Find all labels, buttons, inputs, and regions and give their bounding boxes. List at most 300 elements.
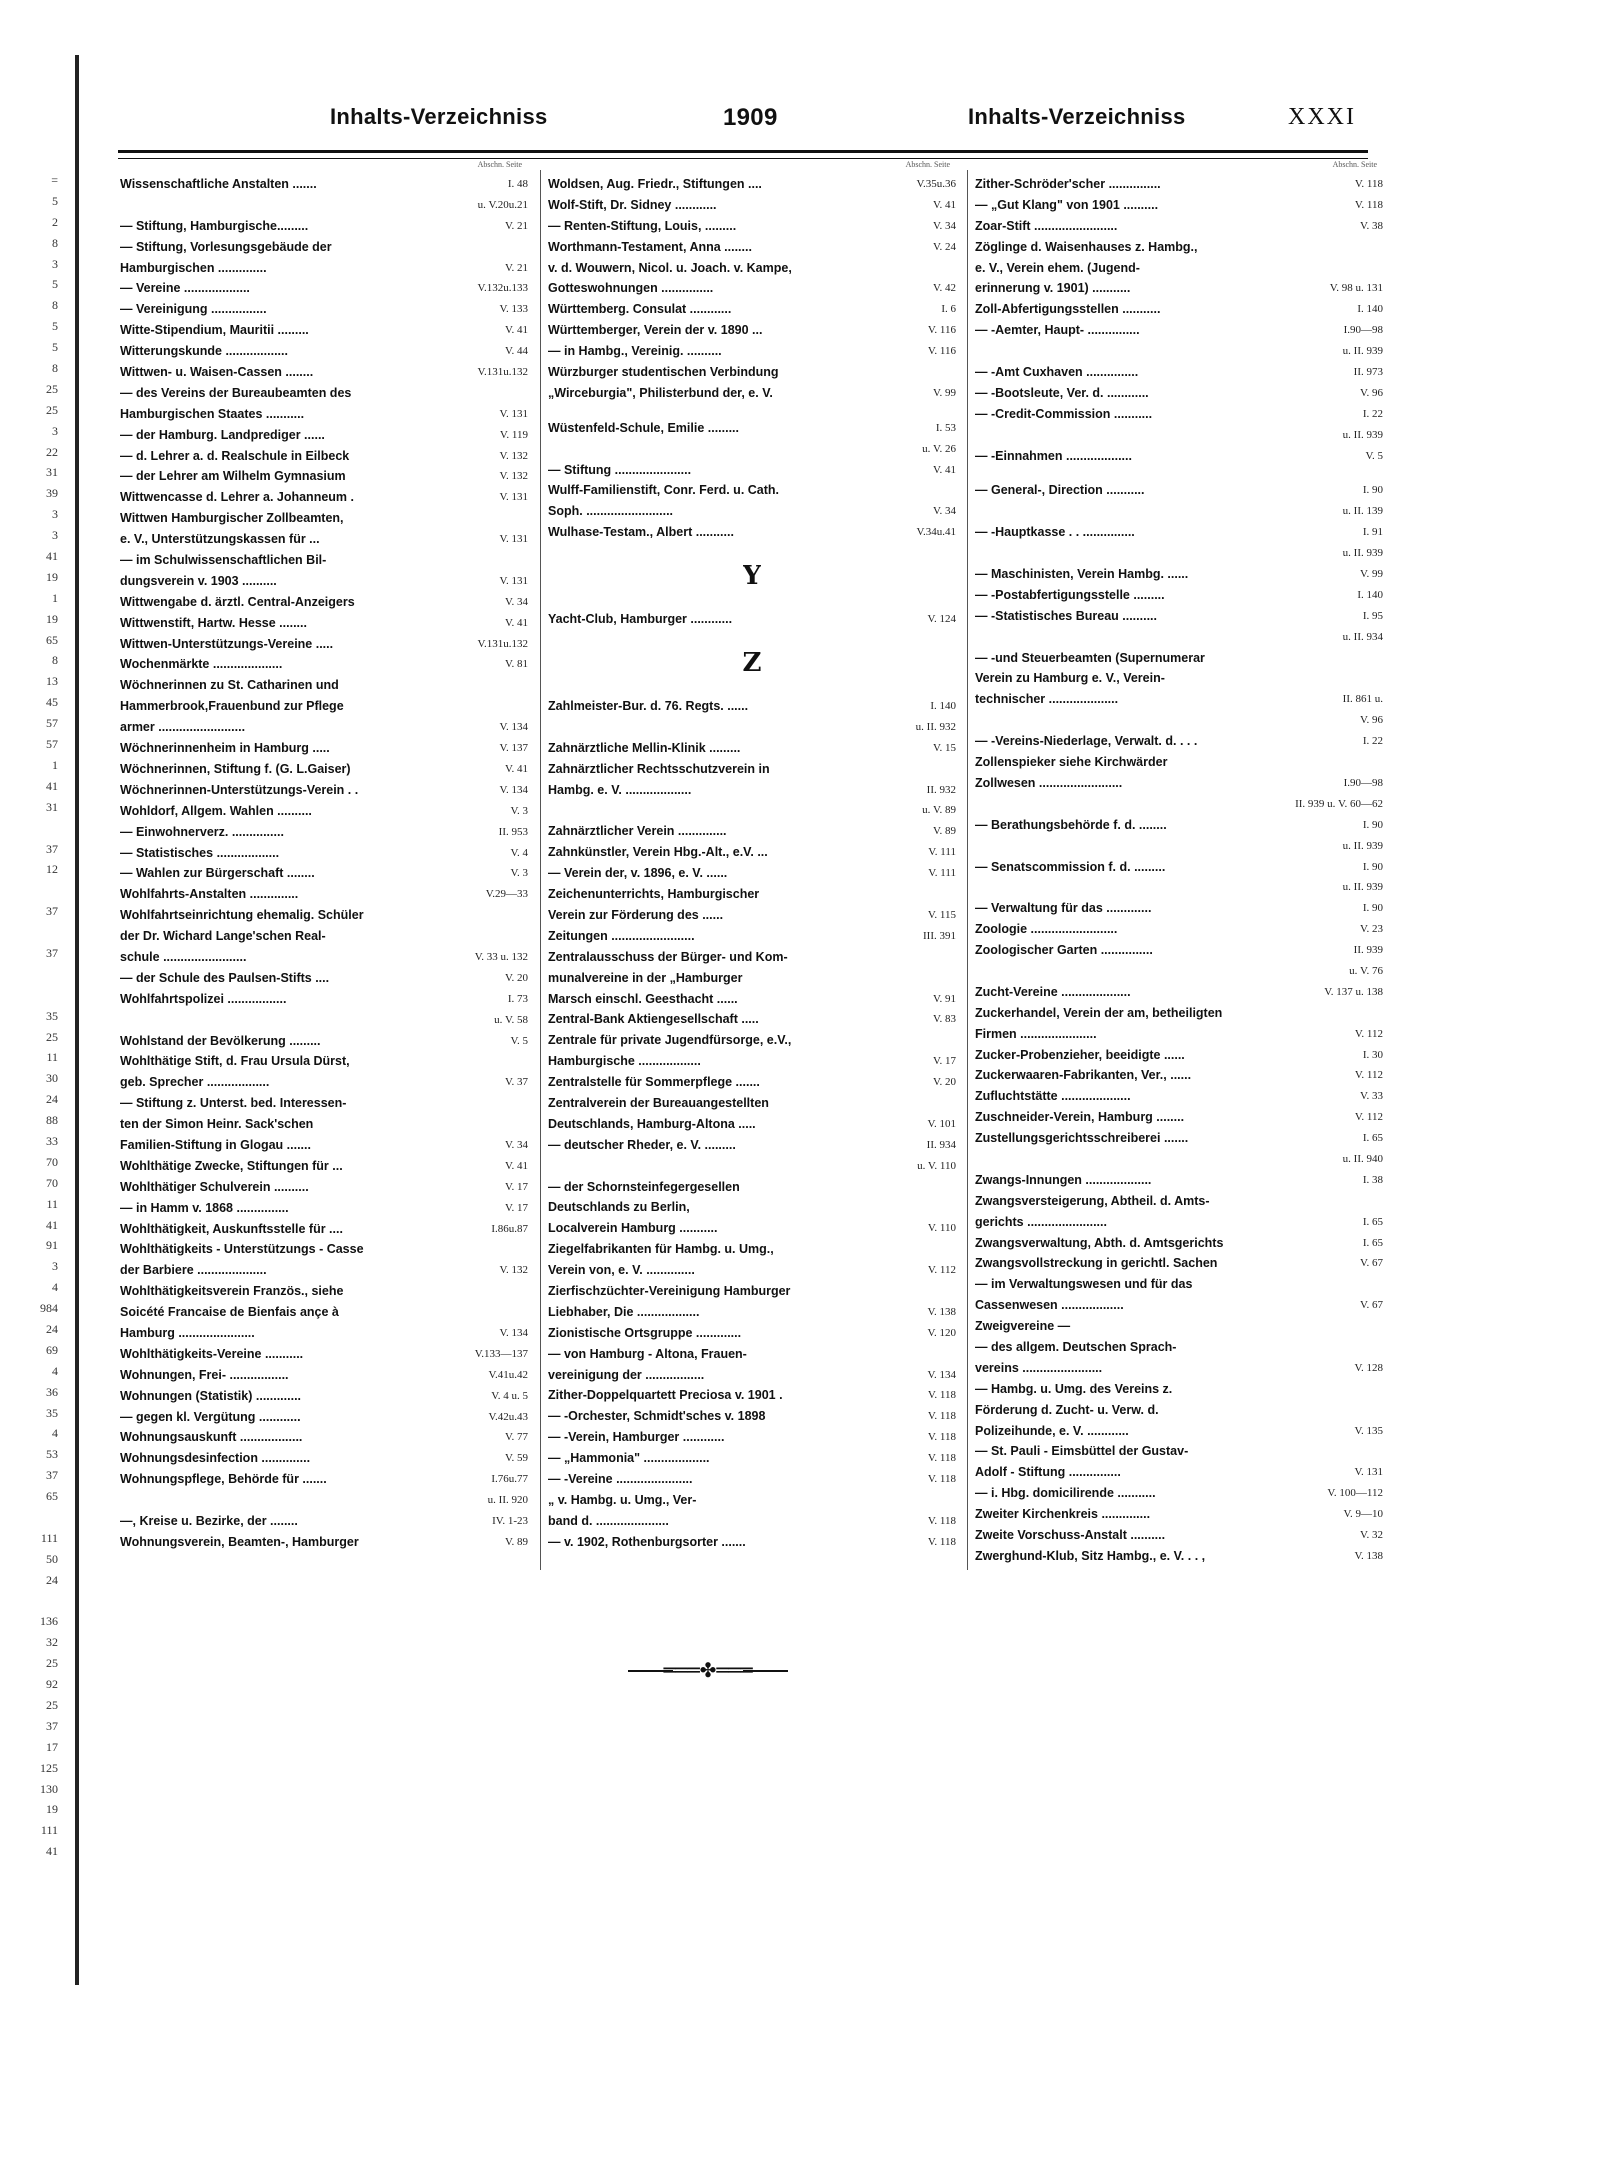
entry-name: Zwangsversteigerung, Abtheil. d. Amts- — [975, 1193, 1210, 1208]
edge-number: 37 — [46, 841, 58, 856]
edge-number: 33 — [46, 1133, 58, 1148]
entry-name — [120, 1490, 428, 1511]
edge-number: 19 — [46, 611, 58, 626]
entry-name: Hammerbrook,Frauenbund zur Pflege — [120, 699, 344, 714]
entry-name: Zwangsverwaltung, Abth. d. Amtsgerichts — [975, 1235, 1224, 1250]
entry-name: — -Postabfertigungsstelle ......... — [975, 587, 1165, 602]
index-entry — [548, 237, 956, 258]
index-entry — [120, 529, 528, 550]
entry-page-ref — [856, 759, 956, 780]
index-entry — [975, 1253, 1383, 1274]
index-entry — [975, 480, 1383, 501]
entry-page-ref: I.90—98 — [1343, 324, 1383, 337]
edge-number: 4 — [52, 1426, 58, 1441]
edge-number: 25 — [46, 1029, 58, 1044]
entry-page-ref: V. 41 — [932, 463, 956, 476]
entry-name — [975, 836, 1283, 857]
index-entry — [975, 1295, 1383, 1316]
entry-name: — Einwohnerverz. ............... — [120, 824, 284, 839]
entry-page-ref: II. 973 — [1353, 366, 1383, 379]
entry-name: Württemberger, Verein der v. 1890 ... — [548, 323, 763, 338]
entry-name: — der Hamburg. Landprediger ...... — [120, 427, 325, 442]
entry-page-ref: u. V. 76 — [1349, 964, 1383, 977]
index-entry — [975, 501, 1383, 522]
edge-number: 3 — [52, 256, 58, 271]
entry-page-ref: V. 5 — [510, 1034, 528, 1047]
entry-page-ref: V. 96 — [1359, 386, 1383, 399]
entry-page-ref: V. 37 — [504, 1076, 528, 1089]
index-entry — [548, 480, 956, 501]
index-entry — [120, 1010, 528, 1031]
index-entry — [548, 1009, 956, 1030]
index-entry — [120, 1448, 528, 1469]
entry-name: Localverein Hamburg ........... — [548, 1221, 718, 1236]
index-entry — [548, 738, 956, 759]
entry-name — [975, 627, 1283, 648]
entry-name: schule ........................ — [120, 949, 247, 964]
index-entry — [975, 940, 1383, 961]
entry-page-ref: V. 118 — [927, 1514, 956, 1527]
entry-page-ref: V. 132 — [499, 1264, 528, 1277]
index-entry — [120, 1135, 528, 1156]
entry-name — [548, 717, 856, 738]
index-entry — [120, 613, 528, 634]
index-entry — [975, 466, 1383, 480]
entry-page-ref: V. 41 — [504, 616, 528, 629]
entry-page-ref: V. 41 — [504, 324, 528, 337]
index-entry — [120, 1407, 528, 1428]
index-entry — [975, 383, 1383, 404]
index-entry — [975, 362, 1383, 383]
entry-name: — Stiftung, Hamburgische......... — [120, 218, 309, 233]
entry-page-ref: u. V. 26 — [922, 442, 956, 455]
entry-page-ref: I. 73 — [507, 992, 528, 1005]
edge-number: 35 — [46, 1405, 58, 1420]
index-entry — [548, 404, 956, 418]
index-entry — [548, 460, 956, 481]
entry-name: Y — [742, 561, 762, 592]
entry-name: Wöchnerinnen, Stiftung f. (G. L.Gaiser) — [120, 761, 351, 776]
entry-name: vereins ....................... — [975, 1360, 1103, 1375]
entry-page-ref: V. 135 — [1354, 1424, 1383, 1437]
entry-name: — -Orchester, Schmidt'sches v. 1898 — [548, 1409, 766, 1424]
entry-page-ref — [1283, 1003, 1383, 1024]
entry-page-ref: u. II. 939 — [1342, 839, 1383, 852]
entry-page-ref: V. 138 — [927, 1305, 956, 1318]
entry-page-ref: V. 134 — [927, 1368, 956, 1381]
index-entry — [975, 320, 1383, 341]
edge-number: 111 — [40, 1530, 58, 1545]
entry-page-ref — [1283, 668, 1383, 689]
entry-page-ref: V. 99 — [1359, 568, 1383, 581]
edge-number: 50 — [46, 1551, 58, 1566]
entry-page-ref: u. II. 139 — [1342, 505, 1383, 518]
entry-name: — -Vereins-Niederlage, Verwalt. d. . . . — [975, 734, 1198, 749]
entry-page-ref: V. 41 — [504, 762, 528, 775]
entry-page-ref — [1283, 237, 1383, 258]
entry-page-ref: V. 118 — [927, 1389, 956, 1402]
entry-name: Zentralstelle für Sommerpflege ....... — [548, 1075, 760, 1090]
index-entry — [975, 1212, 1383, 1233]
index-entry — [975, 522, 1383, 543]
entry-page-ref: V. 101 — [927, 1117, 956, 1130]
edge-number: 91 — [46, 1238, 58, 1253]
edge-number: 24 — [46, 1572, 58, 1587]
entry-name: Zuckerwaaren-Fabrikanten, Ver., ...... — [975, 1068, 1192, 1083]
entry-name: Firmen ...................... — [975, 1026, 1097, 1041]
entry-page-ref: V. 15 — [932, 741, 956, 754]
entry-name: Gotteswohnungen ............... — [548, 281, 714, 296]
index-entry — [548, 863, 956, 884]
entry-page-ref: V.29—33 — [485, 888, 528, 901]
entry-name: — gegen kl. Vergütung ............ — [120, 1409, 301, 1424]
entry-name: erinnerung v. 1901) ........... — [975, 281, 1131, 296]
index-entry — [548, 1072, 956, 1093]
entry-name: Wohnungsverein, Beamten-, Hamburger — [120, 1534, 359, 1549]
index-entry — [548, 1344, 956, 1365]
index-entry — [548, 1197, 956, 1218]
entry-name: Hambg. e. V. ................... — [548, 782, 692, 797]
index-entry — [548, 842, 956, 863]
entry-name: — im Verwaltungswesen und für das — [975, 1277, 1193, 1292]
entry-name: Woldsen, Aug. Friedr., Stiftungen .... — [548, 177, 762, 191]
index-entry — [120, 466, 528, 487]
index-entry — [120, 1365, 528, 1386]
entry-name: — im Schulwissenschaftlichen Bil- — [120, 553, 327, 568]
entry-page-ref — [428, 1051, 528, 1072]
index-entry — [548, 1302, 956, 1323]
entry-name: Wüstenfeld-Schule, Emilie ......... — [548, 420, 740, 435]
page-number: XXXI — [1288, 104, 1356, 130]
entry-page-ref: V. 42 — [932, 282, 956, 295]
entry-page-ref: V. 131 — [499, 533, 528, 546]
index-entry — [548, 968, 956, 989]
entry-page-ref: V. 133 — [499, 303, 528, 316]
index-entry — [975, 1149, 1383, 1170]
edge-number: 4 — [52, 1363, 58, 1378]
index-entry — [120, 1198, 528, 1219]
entry-page-ref: V. 24 — [932, 240, 956, 253]
entry-name: v. d. Wouwern, Nicol. u. Joach. v. Kampe, — [548, 260, 792, 275]
index-entry — [548, 439, 956, 460]
entry-page-ref: V. 111 — [928, 867, 956, 880]
index-entry — [548, 1093, 956, 1114]
entry-page-ref: V. 118 — [927, 1535, 956, 1548]
index-entry — [548, 1218, 956, 1239]
entry-page-ref — [856, 1030, 956, 1051]
entry-name: Wohnungsdesinfection .............. — [120, 1451, 311, 1466]
index-entry — [120, 278, 528, 299]
entry-page-ref: V. 118 — [1354, 198, 1383, 211]
entry-page-ref: u. V. 110 — [917, 1159, 956, 1172]
entry-page-ref: V.133—137 — [474, 1347, 528, 1360]
entry-name — [975, 1149, 1283, 1170]
entry-name: munalvereine in der „Hamburger — [548, 970, 743, 985]
entry-name: Deutschlands zu Berlin, — [548, 1200, 690, 1215]
edge-number: 12 — [46, 862, 58, 877]
entry-page-ref: V. 124 — [927, 613, 956, 626]
entry-page-ref: V. 34 — [504, 1138, 528, 1151]
index-entry — [120, 801, 528, 822]
entry-name — [120, 195, 428, 216]
entry-page-ref — [428, 696, 528, 717]
index-entry — [975, 857, 1383, 878]
index-entry — [548, 1511, 956, 1532]
entry-page-ref: I. 95 — [1362, 609, 1383, 622]
entry-page-ref: V. 112 — [1354, 1069, 1383, 1082]
entry-name: Zoar-Stift ........................ — [975, 218, 1118, 233]
entry-page-ref: V. 120 — [927, 1326, 956, 1339]
header-right-title: Inhalts-Verzeichniss — [968, 104, 1186, 129]
entry-name: Zwerghund-Klub, Sitz Hambg., e. V. . . , — [975, 1548, 1206, 1563]
edge-number: 37 — [46, 904, 58, 919]
entry-page-ref: I. 22 — [1362, 407, 1383, 420]
entry-page-ref: V. 77 — [504, 1431, 528, 1444]
entry-page-ref: V. 134 — [499, 721, 528, 734]
edge-number: 65 — [46, 632, 58, 647]
entry-page-ref: V. 5 — [1365, 449, 1383, 462]
entry-page-ref: III. 391 — [923, 929, 956, 942]
index-entry — [120, 863, 528, 884]
entry-name: Zentralausschuss der Bürger- und Kom- — [548, 949, 788, 964]
entry-page-ref: V. 132 — [499, 449, 528, 462]
index-entry — [975, 1086, 1383, 1107]
index-entry — [975, 237, 1383, 258]
entry-name: Verein von, e. V. .............. — [548, 1263, 695, 1278]
entry-name: Wohlfahrtseinrichtung ehemalig. Schüler — [120, 908, 364, 923]
entry-page-ref: u. V.20u.21 — [477, 198, 528, 211]
index-entry — [120, 383, 528, 404]
entry-page-ref: I. 65 — [1362, 1215, 1383, 1228]
entry-name — [975, 341, 1283, 362]
entry-page-ref: V. 111 — [928, 846, 956, 859]
entry-name: Wohlthätiger Schulverein .......... — [120, 1179, 309, 1194]
entry-name: e. V., Unterstützungskassen für ... — [120, 532, 320, 547]
entry-page-ref: V. 138 — [1354, 1549, 1383, 1562]
index-entry — [120, 571, 528, 592]
entry-name: Witterungskunde .................. — [120, 344, 288, 359]
entry-name: e. V., Verein ehem. (Jugend- — [975, 260, 1140, 275]
entry-name: Zweiter Kirchenkreis .............. — [975, 1507, 1151, 1522]
entry-name: Wohlthätige Zwecke, Stiftungen für ... — [120, 1158, 343, 1173]
index-entry — [548, 501, 956, 522]
entry-name: — des allgem. Deutschen Sprach- — [975, 1339, 1177, 1354]
entry-name: Zustellungsgerichtsschreiberei ....... — [975, 1131, 1189, 1146]
entry-name — [548, 1156, 856, 1177]
index-entry — [975, 1170, 1383, 1191]
entry-page-ref: II. 934 — [926, 1138, 956, 1151]
index-entry — [120, 1281, 528, 1302]
entry-name: Wittwen Hamburgischer Zollbeamten, — [120, 511, 344, 526]
index-entry — [120, 1532, 528, 1553]
entry-page-ref: u. II. 934 — [1342, 630, 1383, 643]
index-entry — [975, 341, 1383, 362]
index-entry — [975, 1525, 1383, 1546]
entry-page-ref: V. 110 — [927, 1222, 956, 1235]
entry-page-ref: I. 38 — [1362, 1173, 1383, 1186]
entry-name: — „Hammonia" ................... — [548, 1451, 710, 1466]
edge-number: 8 — [52, 653, 58, 668]
entry-name: Zweite Vorschuss-Anstalt .......... — [975, 1528, 1166, 1542]
entry-page-ref — [856, 947, 956, 968]
entry-page-ref — [1283, 752, 1383, 773]
entry-name: — Statistisches .................. — [120, 845, 280, 860]
index-entry — [120, 550, 528, 571]
entry-name: — deutscher Rheder, e. V. ......... — [548, 1137, 736, 1152]
entry-page-ref — [856, 1239, 956, 1260]
entry-name: der Barbiere .................... — [120, 1263, 267, 1278]
entry-name: Zucht-Vereine .................... — [975, 984, 1131, 999]
entry-page-ref: V. 33 u. 132 — [474, 950, 528, 963]
edge-number: 35 — [46, 1008, 58, 1023]
index-entry — [548, 1177, 956, 1198]
index-entry — [120, 1323, 528, 1344]
index-entry — [975, 1274, 1383, 1295]
entry-name: Zierfischzüchter-Vereinigung Hamburger — [548, 1283, 791, 1298]
entry-name: Wittwencasse d. Lehrer a. Johanneum . — [120, 490, 354, 505]
index-entry — [120, 446, 528, 467]
index-entry — [120, 1156, 528, 1177]
index-entry — [120, 759, 528, 780]
index-entry — [548, 362, 956, 383]
section-letter — [548, 543, 956, 609]
column-heading: Abschn. Seite — [1332, 160, 1377, 169]
index-entry — [120, 1302, 528, 1323]
edge-number: 8 — [52, 361, 58, 376]
index-entry — [548, 1365, 956, 1386]
entry-name: Zollenspieker siehe Kirchwärder — [975, 755, 1168, 770]
entry-name: Hamburgischen Staates ........... — [120, 406, 305, 421]
index-entry — [975, 1316, 1383, 1337]
index-entry — [120, 780, 528, 801]
entry-name: Würzburger studentischen Verbindung — [548, 365, 779, 380]
entry-name: — der Lehrer am Wilhelm Gymnasium — [120, 469, 346, 484]
edge-number: 5 — [52, 193, 58, 208]
entry-name: — der Schornsteinfegergesellen — [548, 1179, 740, 1194]
entry-name: Adolf - Stiftung ............... — [975, 1465, 1121, 1480]
entry-name: — i. Hbg. domicilirende ........... — [975, 1486, 1156, 1501]
entry-page-ref: V. 83 — [932, 1013, 956, 1026]
edge-number: 2 — [52, 214, 58, 229]
entry-page-ref: V. 137 — [499, 742, 528, 755]
entry-name: Zahnärztlicher Rechtsschutzverein in — [548, 761, 770, 776]
entry-page-ref — [856, 1281, 956, 1302]
column-divider — [967, 170, 968, 1570]
entry-page-ref — [428, 675, 528, 696]
entry-page-ref — [1283, 1400, 1383, 1421]
index-entry — [120, 696, 528, 717]
entry-page-ref: I. 91 — [1362, 526, 1383, 539]
entry-page-ref: V. 131 — [1354, 1466, 1383, 1479]
index-entry — [975, 898, 1383, 919]
entry-name: band d. ..................... — [548, 1513, 669, 1528]
index-entry — [975, 648, 1383, 669]
entry-page-ref: V. 134 — [499, 783, 528, 796]
entry-page-ref: V. 4 — [510, 846, 528, 859]
edge-number: 136 — [40, 1614, 58, 1629]
entry-page-ref: V. 131 — [499, 574, 528, 587]
entry-page-ref: V. 118 — [927, 1452, 956, 1465]
entry-page-ref: u. II. 932 — [915, 720, 956, 733]
entry-page-ref — [428, 237, 528, 258]
entry-page-ref: V. 67 — [1359, 1299, 1383, 1312]
index-entry — [120, 1260, 528, 1281]
index-entry — [548, 258, 956, 279]
entry-name: — Verwaltung für das ............. — [975, 901, 1152, 916]
index-entry — [975, 1337, 1383, 1358]
index-column-3 — [975, 160, 1383, 1567]
entry-page-ref: II. 939 — [1353, 944, 1383, 957]
entry-page-ref — [428, 1239, 528, 1260]
entry-name — [975, 501, 1283, 522]
index-entry — [548, 1114, 956, 1135]
entry-page-ref — [428, 383, 528, 404]
entry-name: „ v. Hambg. u. Umg., Ver- — [548, 1492, 697, 1507]
index-entry — [975, 1462, 1383, 1483]
entry-name: Z — [742, 648, 762, 679]
index-entry — [975, 1107, 1383, 1128]
index-entry — [975, 606, 1383, 627]
entry-page-ref — [428, 1281, 528, 1302]
edge-number: 31 — [46, 799, 58, 814]
entry-page-ref: V. 116 — [927, 345, 956, 358]
index-entry — [120, 1031, 528, 1052]
index-entry — [975, 404, 1383, 425]
entry-page-ref: I. 140 — [930, 700, 956, 713]
entry-name: Wittwen- u. Waisen-Cassen ........ — [120, 365, 314, 380]
index-entry — [120, 258, 528, 279]
index-entry — [548, 320, 956, 341]
entry-page-ref: V. 118 — [927, 1472, 956, 1485]
entry-name: — -Bootsleute, Ver. d. ............ — [975, 385, 1149, 400]
edge-number: 41 — [46, 778, 58, 793]
index-entry — [975, 627, 1383, 648]
edge-number: 111 — [40, 1823, 58, 1838]
entry-page-ref: V. 116 — [927, 324, 956, 337]
index-entry — [975, 1546, 1383, 1567]
entry-page-ref: V. 20 — [504, 971, 528, 984]
index-entry — [120, 237, 528, 258]
edge-number: 130 — [40, 1781, 58, 1796]
entry-page-ref — [1283, 1441, 1383, 1462]
entry-page-ref: V.131u.132 — [477, 366, 528, 379]
index-entry — [975, 1065, 1383, 1086]
index-entry — [548, 1030, 956, 1051]
entry-name: Wohlthätigkeits-Vereine ........... — [120, 1346, 304, 1361]
edge-number: 24 — [46, 1092, 58, 1107]
index-entry — [548, 1490, 956, 1511]
entry-page-ref: V. 17 — [504, 1180, 528, 1193]
entry-page-ref — [856, 258, 956, 279]
index-entry — [120, 843, 528, 864]
entry-page-ref: V. 81 — [504, 658, 528, 671]
entry-name: ten der Simon Heinr. Sack'schen — [120, 1117, 314, 1132]
entry-name: Ziegelfabrikanten für Hambg. u. Umg., — [548, 1242, 774, 1257]
entry-name: dungsverein v. 1903 .......... — [120, 573, 277, 588]
entry-name: — d. Lehrer a. d. Realschule in Eilbeck — [120, 448, 350, 463]
entry-name — [975, 543, 1283, 564]
index-entry — [548, 1260, 956, 1281]
entry-page-ref: V. 17 — [504, 1201, 528, 1214]
entry-name: Wohnungsauskunft .................. — [120, 1430, 303, 1445]
entry-name: — -Credit-Commission ........... — [975, 406, 1153, 421]
index-entry — [975, 982, 1383, 1003]
index-entry — [120, 1177, 528, 1198]
entry-name — [975, 794, 1283, 815]
entry-name: Cassenwesen .................. — [975, 1298, 1124, 1313]
entry-name: Wulff-Familienstift, Conr. Ferd. u. Cath. — [548, 483, 780, 498]
entry-page-ref: V. 21 — [504, 219, 528, 232]
